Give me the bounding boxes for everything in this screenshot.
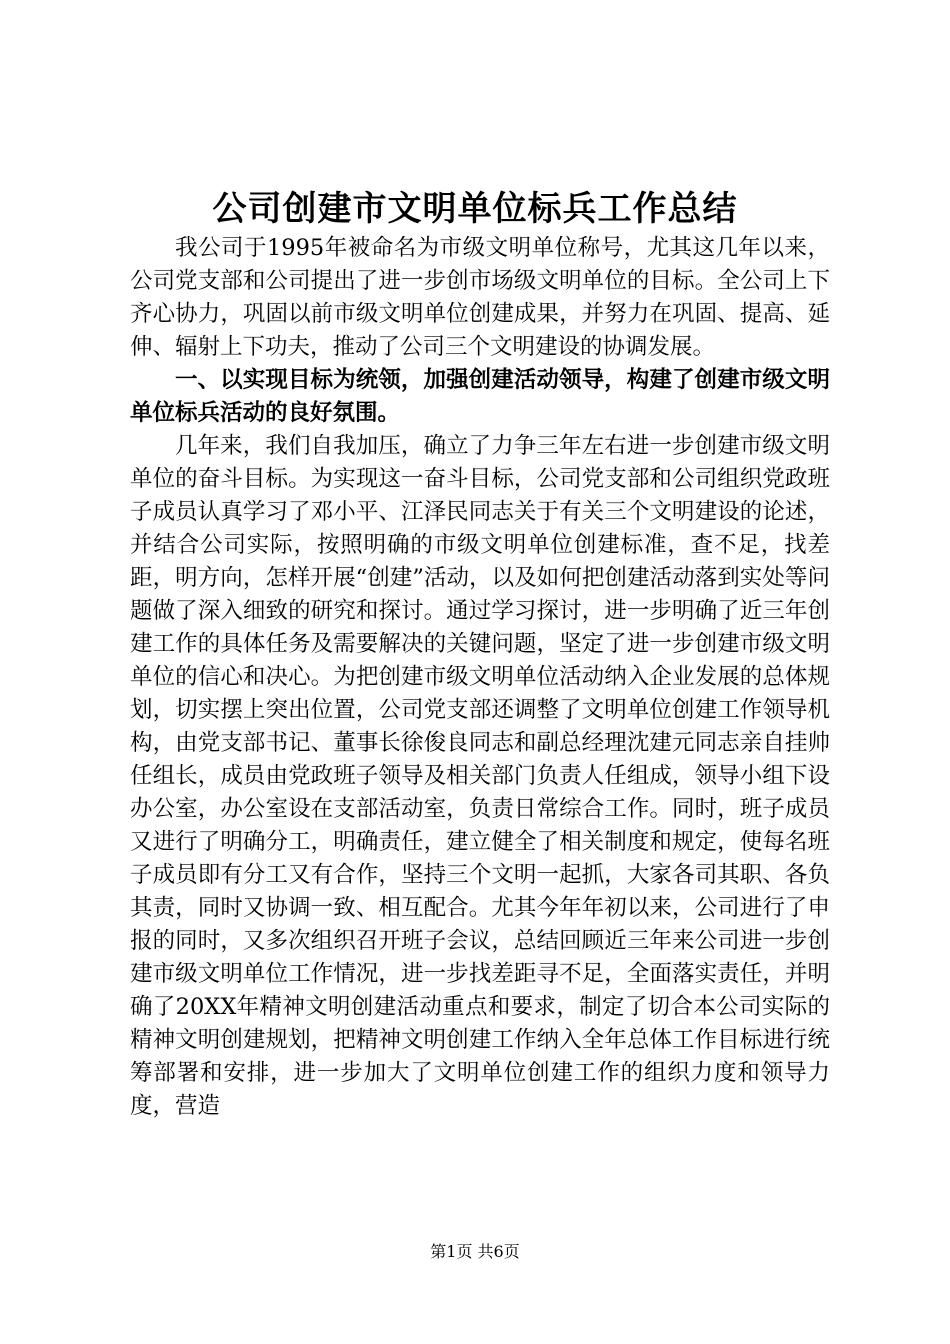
page-footer: 第1页 共6页 [430, 1242, 520, 1261]
section-heading-1: 一、以实现目标为统领，加强创建活动领导，构建了创建市级文明单位标兵活动的良好氛围。 [130, 367, 830, 426]
paragraph-section-1: 几年来，我们自我加压，确立了力争三年左右进一步创建市级文明单位的奋斗目标。为实现这一奋斗目标，公司党支部和公司组织党政班子成员认真学习了邓小平、江泽民同志关于有关三个文明建设的论述，并结合公司实际，按照明确的市级文明单位创建标准，查不足，找差距，明方向，怎样开展“创建”活动，以及如何把创建活动落到实处等问题做了深入细致的研究和探讨。通过学习探讨，进一步明确了近三年创建工作的具体任务及需要解决的关键问题，坚定了进一步创建市级文明单位的信心和决心。为把创建市级文明单位活动纳入企业发展的总体规划，切实摆上突出位置，公司党支部还调整了文明单位创建工作领导机构，由党支部书记、董事长徐俊良同志和副总经理沈建元同志亲自挂帅任组长，成员由党政班子领导及相关部门负责人任组成，领导小组下设办公室，办公室设在支部活动室，负责日常综合工作。同时，班子成员又进行了明确分工，明确责任，建立健全了相关制度和规定，使每名班子成员即有分工又有合作，坚持三个文明一起抓，大家各司其职、各负其责，同时又协调一致、相互配合。尤其今年年初以来，公司进行了申报的同时，又多次组织召开班子会议，总结回顾近三年来公司进一步创建市级文明单位工作情况，进一步找差距寻不足，全面落实责任，并明确了20XX年精神文明创建活动重点和要求，制定了切合本公司实际的精神文明创建规划，把精神文明创建工作纳入全年总体工作目标进行统筹部署和安排，进一步加大了文明单位创建工作的组织力度和领导力度，营造 [130, 433, 830, 1119]
document-title: 公司创建市文明单位标兵工作总结 [212, 189, 738, 229]
paragraph-intro: 我公司于1995年被命名为市级文明单位称号，尤其这几年以来，公司党支部和公司提出了进一步创市场级文明单位的目标。全公司上下齐心协力，巩固以前市级文明单位创建成果，并努力在巩固、提高、延伸、辐射上下功夫，推动了公司三个文明建设的协调发展。 [130, 235, 830, 360]
document-body [130, 232, 830, 1123]
